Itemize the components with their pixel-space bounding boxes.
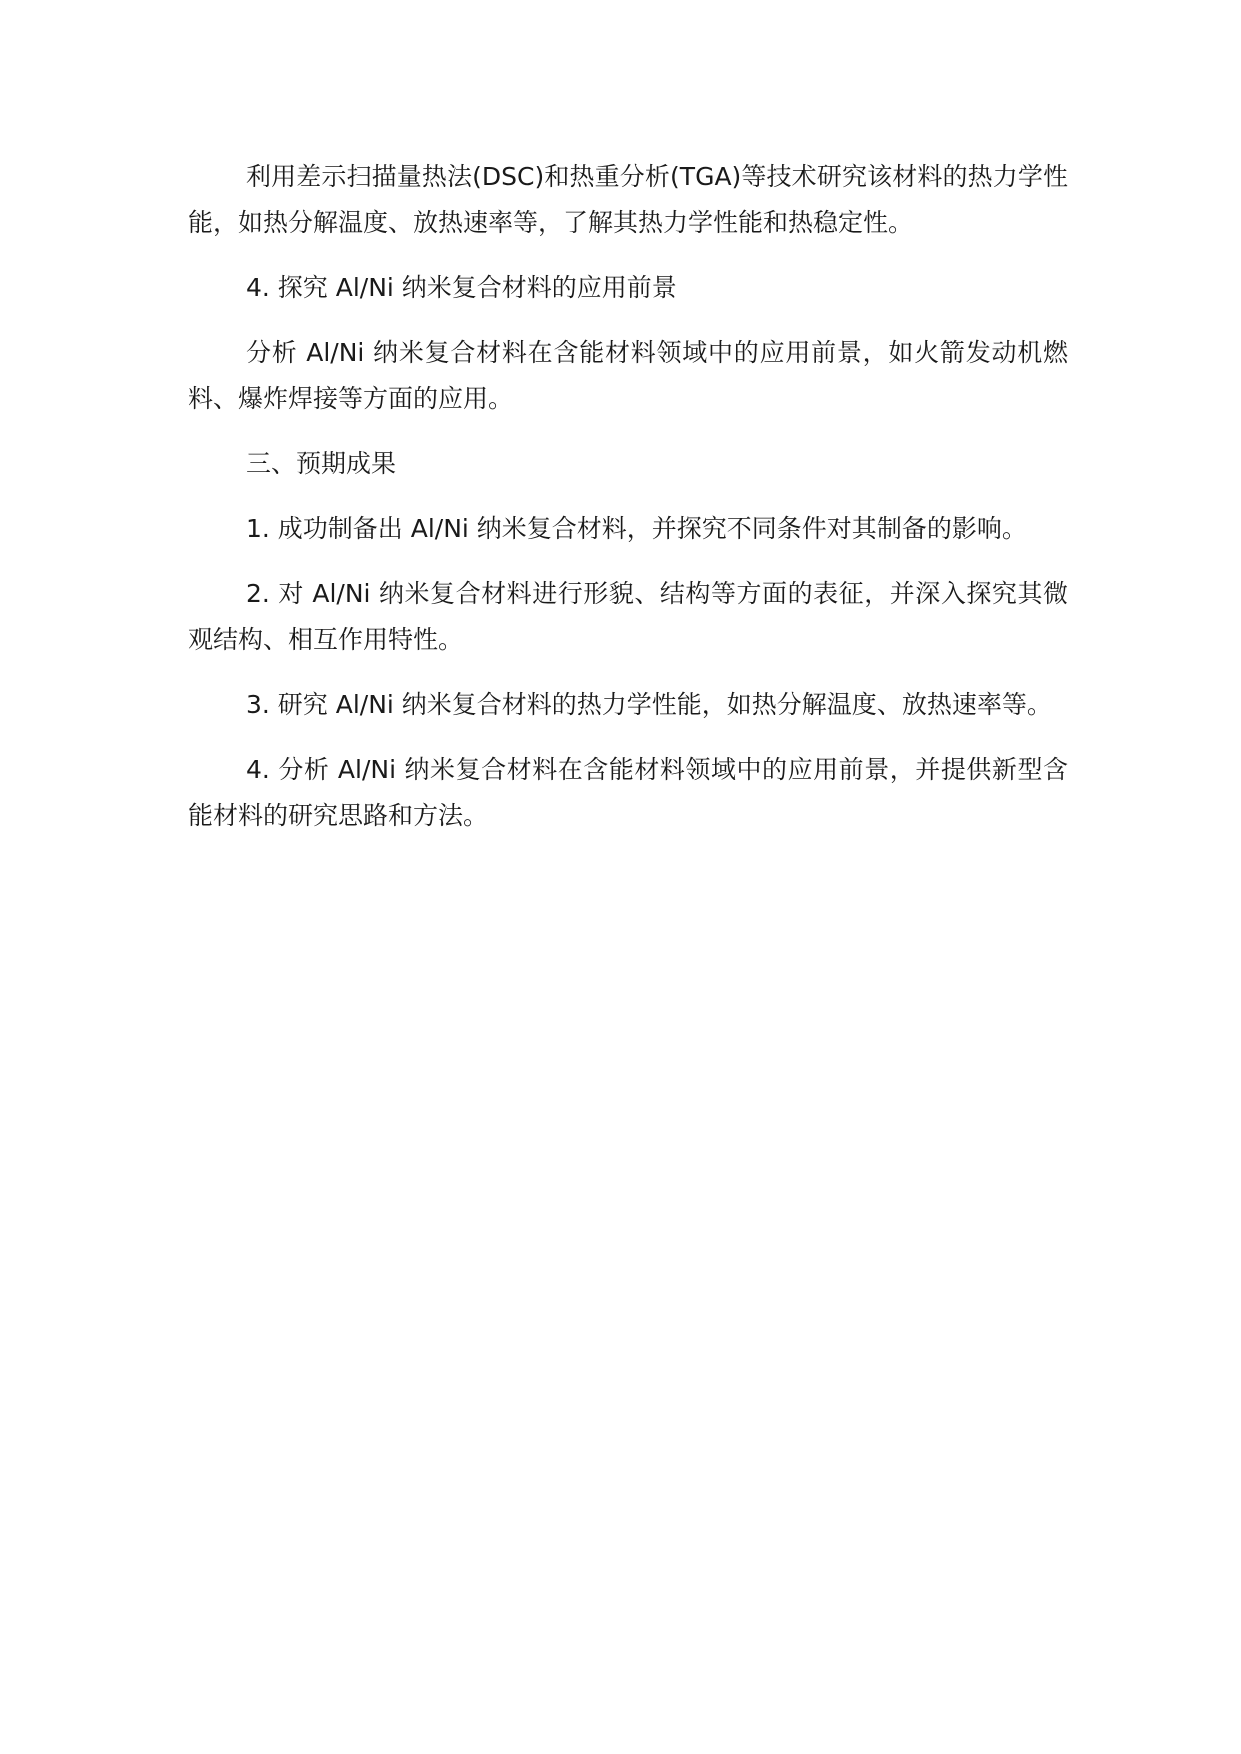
- result-item-3: 3. 研究 Al/Ni 纳米复合材料的热力学性能，如热分解温度、放热速率等。: [246, 690, 1052, 719]
- result-item-2: 2. 对 Al/Ni 纳米复合材料进行形貌、结构等方面的表征，并深入探究其微观结构、相互作用特性。: [188, 579, 1068, 654]
- paragraph-application: 分析 Al/Ni 纳米复合材料在含能材料领域中的应用前景，如火箭发动机燃料、爆炸焊接等方面的应用。: [188, 338, 1068, 413]
- result-item-4: 4. 分析 Al/Ni 纳米复合材料在含能材料领域中的应用前景，并提供新型含能材料的研究思路和方法。: [188, 755, 1068, 830]
- document-body: [188, 154, 1068, 839]
- section-heading-application: 4. 探究 Al/Ni 纳米复合材料的应用前景: [246, 273, 677, 302]
- paragraph-thermal-analysis: 利用差示扫描量热法(DSC)和热重分析(TGA)等技术研究该材料的热力学性能，如热分解温度、放热速率等，了解其热力学性能和热稳定性。: [188, 162, 1068, 237]
- result-item-1: 1. 成功制备出 Al/Ni 纳米复合材料，并探究不同条件对其制备的影响。: [246, 514, 1027, 543]
- section-heading-expected-results: 三、预期成果: [246, 449, 397, 478]
